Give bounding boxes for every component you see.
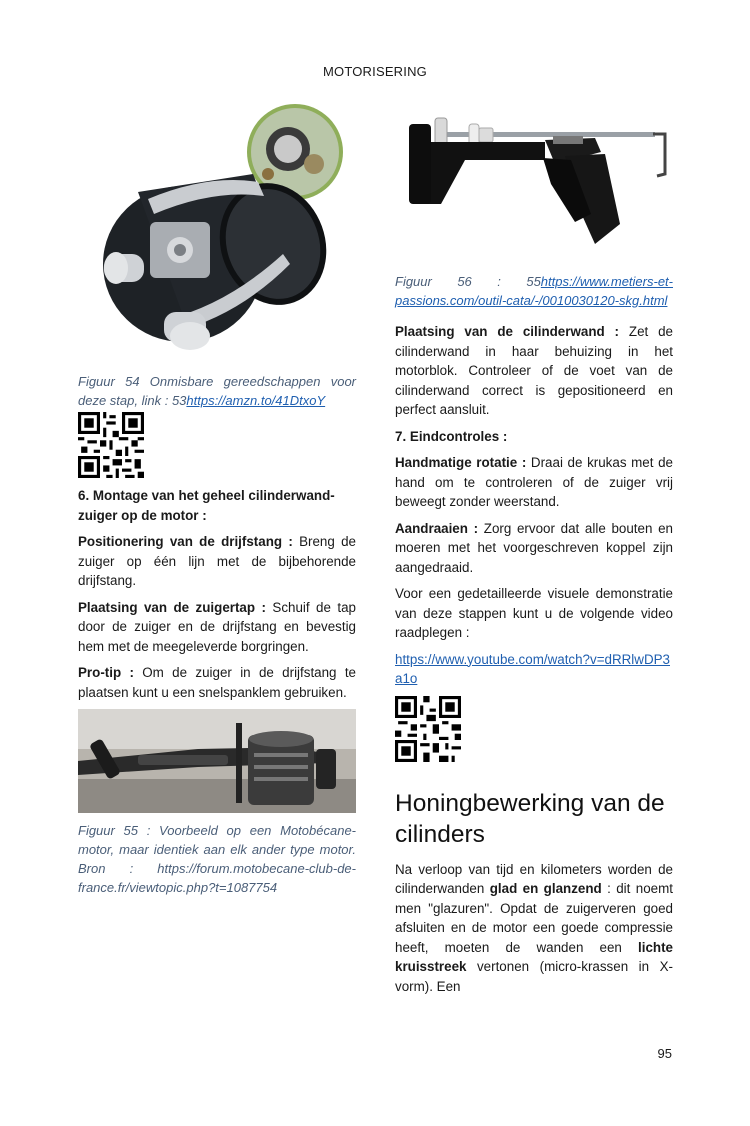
quick-clamp-tool-image xyxy=(395,104,673,264)
paragraph-handmatige-rotatie-text: Draai de krukas met de hand om te controleren of de zuiger vrij beweegt zonder weerstand. xyxy=(395,455,674,509)
honing-text-a: Na verloop van tijd en kilometers worden de cilinderwanden xyxy=(395,861,673,896)
video-link[interactable]: https://www.youtube.com/watch?v=dRRlwDP3a1o xyxy=(395,651,670,686)
paragraph-cilinderwand xyxy=(395,322,673,420)
honing-text-d: vertonen (micro-krassen in X-vorm). Een xyxy=(395,959,673,994)
section-6-heading: 6. Montage van het geheel cilinderwand-zuiger op de motor : xyxy=(78,488,335,523)
paragraph-pro-tip xyxy=(78,663,356,702)
paragraph-zuigertap-text: Schuif de tap door de zuiger en de drijfstang en bevestig hem met de meegeleverde borgringen. xyxy=(78,599,357,654)
honing-bold-glad: glad en glanzend xyxy=(489,881,602,896)
paragraph-handmatige-rotatie xyxy=(395,453,673,512)
paragraph-pro-tip-bold: Pro-tip : xyxy=(78,665,134,680)
video-link-paragraph xyxy=(395,650,673,689)
paragraph-zuigertap-bold: Plaatsing van de zuigertap : xyxy=(78,599,266,615)
paragraph-honing-intro xyxy=(395,860,673,997)
honing-text-c: : dit noemt men "glazuren". Opdat de zuigerveren goed afsluiten en de motor een goede compressie heeft, moeten de wanden een xyxy=(395,881,673,955)
left-column xyxy=(78,104,356,897)
figure-56-link[interactable]: https://www.metiers-et-passions.com/outil-cata/-/0010030120-skg.html xyxy=(395,274,673,308)
figure-54-caption-text: Figuur 54 Onmisbare gereedschappen voor deze stap, link : 53 xyxy=(78,374,356,408)
paragraph-cilinderwand-bold: Plaatsing van de cilinderwand : xyxy=(395,324,620,339)
paragraph-aandraaien xyxy=(395,519,673,578)
figure-55-caption: Figuur 55 : Voorbeeld op een Motobécane-motor, maar identiek aan elk ander type motor. Bron : https://forum.motobecane-club-de-france.fr/viewtopic.php?t=1087754 xyxy=(78,823,356,895)
paragraph-handmatige-rotatie-bold: Handmatige rotatie : xyxy=(395,455,527,470)
paragraph-drijfstang xyxy=(78,532,356,591)
figure-56-caption-text: Figuur 56 : 55 xyxy=(395,274,541,289)
honing-bold-kruisstreek: lichte kruisstreek xyxy=(395,939,673,974)
figure-56-caption xyxy=(395,272,673,310)
paragraph-zuigertap xyxy=(78,598,356,657)
paragraph-drijfstang-bold: Positionering van de drijfstang : xyxy=(78,534,293,549)
motobecane-engine-photo xyxy=(78,709,356,813)
paragraph-pro-tip-text: Om de zuiger in de drijfstang te plaatsen kunt u een snelspanklem gebruiken. xyxy=(78,665,356,700)
section-7-heading: 7. Eindcontroles : xyxy=(395,428,508,444)
section-title-honing: Honingbewerking van de cilinders xyxy=(395,789,665,848)
qr-code-video xyxy=(395,696,461,762)
paragraph-aandraaien-bold: Aandraaien : xyxy=(395,520,479,536)
figure-54-link[interactable]: https://amzn.to/41DtxoY xyxy=(186,393,326,408)
qr-code-figure-54 xyxy=(78,412,144,478)
page-header: MOTORISERING xyxy=(322,64,427,79)
paragraph-video-intro: Voor een gedetailleerde visuele demonstratie van deze stappen kunt u de volgende video raadplegen : xyxy=(395,586,673,640)
page-number: 95 xyxy=(657,1046,672,1061)
piston-ring-compressor-image xyxy=(78,104,356,366)
paragraph-drijfstang-text: Breng de zuiger op één lijn met de bijbehorende drijfstang. xyxy=(78,534,356,588)
figure-54-caption xyxy=(78,372,356,410)
right-column xyxy=(395,104,673,1003)
paragraph-aandraaien-text: Zorg ervoor dat alle bouten en moeren met het voorgeschreven koppel zijn aangedraaid. xyxy=(395,520,673,575)
paragraph-cilinderwand-text: Zet de cilinderwand in haar behuizing in het motorblok. Controleer of de voet van de cilinderwand correct is gepositioneerd en perfect aansluit. xyxy=(395,324,673,417)
